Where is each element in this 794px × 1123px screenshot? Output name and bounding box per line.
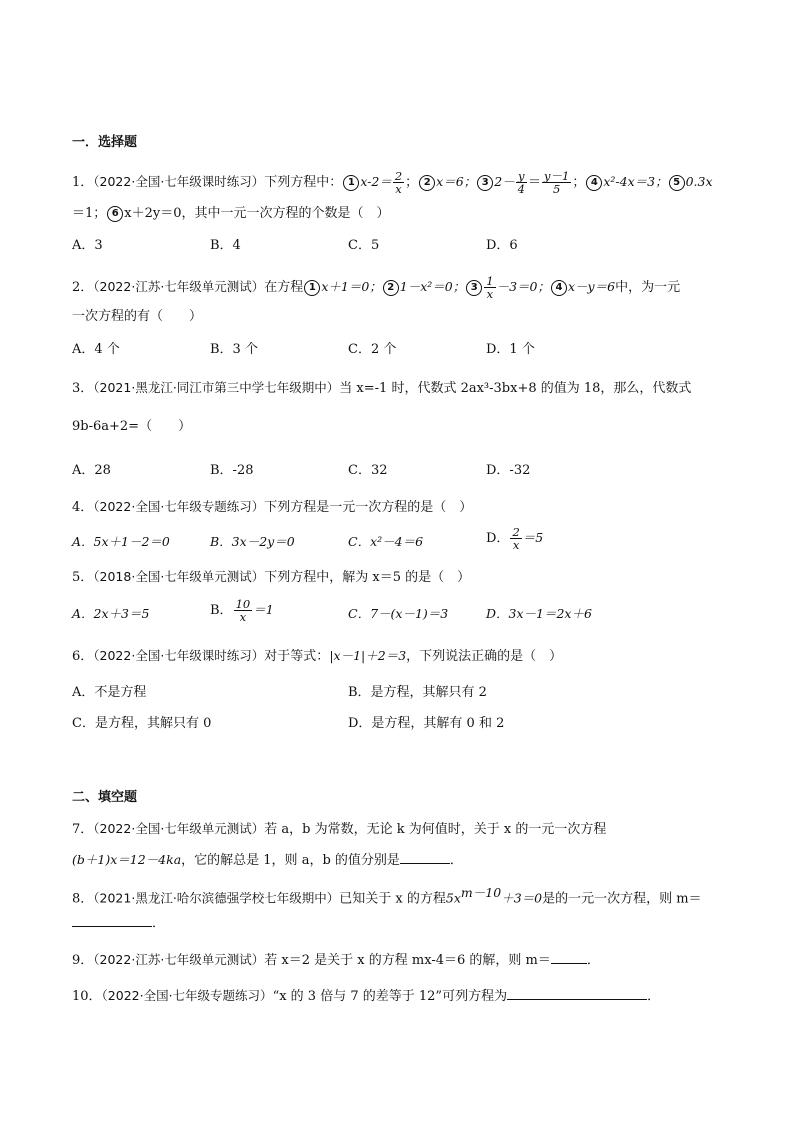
- q3-line-2: 9b-6a+2=（ ）: [72, 419, 192, 434]
- q4-option-d-tail: ＝5: [522, 530, 544, 545]
- q7-stem: 若 a，b 为常数，无论 k 为何值时，关于 x 的一元一次方程: [264, 822, 607, 837]
- q1-eq6-and-prompt: x＋2y＝0，其中一元一次方程的个数是（ ）: [124, 206, 390, 221]
- q2-option-c[interactable]: C．2 个: [348, 342, 397, 357]
- q4-option-d-label: D．: [486, 531, 510, 546]
- q6-option-a[interactable]: A．不是方程: [72, 685, 147, 700]
- q2-option-d[interactable]: D．1 个: [486, 342, 535, 357]
- q4-stem: 下列方程是一元一次方程的是（ ）: [264, 500, 473, 515]
- q5-option-b-fraction: $\frac{10}{x}$: [235, 597, 251, 624]
- question-5-line-1: [72, 568, 470, 587]
- q8-eq-base: 5x: [445, 890, 461, 906]
- q5-option-b-tail: ＝1: [253, 602, 274, 617]
- q1-eq3-fraction-1: $\frac{y}{4}$: [517, 169, 525, 196]
- q2-stem: 在方程: [264, 280, 304, 295]
- q4-option-a[interactable]: A．5x＋1－2＝0: [72, 534, 170, 549]
- q8-answer-blank[interactable]: [72, 914, 152, 927]
- q7-answer-blank[interactable]: [400, 851, 450, 864]
- q8-stem: 已知关于 x 的方程: [339, 891, 446, 907]
- q7-equation: (b＋1)x＝12－4ka: [72, 852, 182, 867]
- q6-number: 6．: [72, 649, 94, 664]
- q6-option-b[interactable]: B．是方程，其解只有 2: [348, 685, 487, 700]
- question-7-line-1: [72, 820, 606, 839]
- q1-eq4: x²-4x＝3；: [603, 174, 668, 189]
- q4-option-b[interactable]: B．3x－2y＝0: [210, 534, 295, 549]
- q7-prompt: ，它的解总是 1，则 a，b 的值分别是: [181, 853, 400, 868]
- q1-stem: 下列方程中：: [264, 175, 343, 190]
- q10-end: ．: [647, 989, 661, 1004]
- q5-option-b-label: B．: [210, 603, 233, 618]
- q3-option-b[interactable]: B．-28: [210, 463, 254, 478]
- q1-eq2: x＝6；: [436, 174, 477, 189]
- q6-option-c[interactable]: C．是方程，其解只有 0: [72, 716, 212, 731]
- q9-stem: 若 x＝2 是关于 x 的方程 mx-4＝6 的解，则 m＝: [264, 953, 551, 968]
- circled-5-icon: 5: [669, 175, 685, 191]
- q7-end: ．: [449, 853, 463, 868]
- question-6-line-1: [72, 647, 562, 666]
- q6-option-d[interactable]: D．是方程，其解有 0 和 2: [348, 716, 505, 731]
- q8-tail: 是的一元一次方程，则 m＝: [542, 891, 702, 907]
- q3-stem: 当 x=-1 时，代数式 2ax³-3bx+8 的值为 18，那么，代数式: [339, 381, 692, 396]
- q7-source: （2022·全国·七年级单元测试）: [93, 821, 265, 836]
- q2-eq1: x＋1＝0；: [321, 279, 382, 294]
- q9-number: 9．: [72, 953, 94, 968]
- circled-3-icon: 3: [466, 280, 482, 296]
- circled-4-icon: 4: [586, 175, 602, 191]
- q8-number: 8．: [72, 891, 94, 907]
- q2-eq2: 1－x²＝0；: [399, 279, 466, 294]
- q2-line-2: 一次方程的有（ ）: [72, 309, 203, 324]
- q2-source: （2022·江苏·七年级单元测试）: [93, 279, 265, 294]
- q4-source: （2022·全国·七年级专题练习）: [93, 499, 265, 514]
- q1-option-d[interactable]: D．6: [486, 238, 518, 253]
- q8-end: ．: [152, 916, 166, 931]
- circled-1-icon: 1: [343, 175, 359, 191]
- question-7-line-2: [72, 851, 463, 870]
- question-8-line-2: [72, 914, 165, 933]
- q1-eq5-tail: ＝1；: [72, 206, 107, 221]
- q5-stem: 下列方程中，解为 x＝5 的是（ ）: [264, 570, 471, 585]
- q3-number: 3．: [72, 381, 94, 396]
- q9-end: ．: [586, 953, 600, 968]
- question-9-line-1: [72, 951, 600, 970]
- q3-option-d[interactable]: D．-32: [486, 463, 531, 478]
- q2-tail: 中，为一元: [615, 280, 681, 295]
- question-3-line-1: [72, 379, 691, 398]
- q3-source: （2021·黑龙江·同江市第三中学七年级期中）: [93, 380, 340, 395]
- q4-number: 4．: [72, 500, 94, 515]
- q3-option-a[interactable]: A．28: [72, 463, 111, 478]
- q2-option-b[interactable]: B．3 个: [210, 342, 258, 357]
- q8-eq-tail: ＋3＝0: [501, 890, 543, 906]
- q9-answer-blank[interactable]: [551, 951, 587, 964]
- q3-option-c[interactable]: C．32: [348, 463, 388, 478]
- q5-number: 5．: [72, 570, 94, 585]
- q2-eq3-tail: －3＝0；: [496, 279, 550, 294]
- q6-source: （2022·全国·七年级课时练习）: [93, 648, 265, 663]
- question-1-line-1: 1．（2022·全国·七年级课时练习）下列方程中： 1 x-2＝ $\frac{2}{x}$ ； 2 x＝6； 3 2－ $\frac{y}{4}$ ＝ $\frac{y-1}{5}$ ； 4 x²-4x＝3； 5 0.3x: [72, 169, 713, 196]
- q1-eq3-fraction-2: $\frac{y-1}{5}$: [543, 169, 570, 196]
- q5-source: （2018·全国·七年级单元测试）: [93, 569, 265, 584]
- q5-option-a[interactable]: A．2x＋3＝5: [72, 606, 150, 621]
- q5-option-c[interactable]: C．7－(x－1)＝3: [348, 606, 449, 621]
- question-10-line-1: [72, 987, 660, 1006]
- question-1-line-2: [72, 205, 390, 223]
- q2-eq3-fraction: $\frac{1}{x}$: [486, 274, 494, 301]
- q10-stem: “x 的 3 倍与 7 的差等于 12”可列方程为: [272, 989, 508, 1004]
- q4-option-d[interactable]: [486, 526, 543, 551]
- section-title-choice: 一．选择题: [72, 135, 138, 150]
- q6-equation: |x－1|＋2＝3: [329, 648, 407, 663]
- circled-1-icon: 1: [304, 280, 320, 296]
- q5-option-d[interactable]: D．3x－1＝2x＋6: [486, 606, 592, 621]
- q10-source: （2022·全国·七年级专题练习）: [101, 988, 273, 1003]
- q1-option-a[interactable]: A．3: [72, 238, 103, 253]
- circled-4-icon: 4: [551, 280, 567, 296]
- q7-number: 7．: [72, 822, 94, 837]
- q8-eq-exponent: m－10: [460, 885, 502, 900]
- q6-stem: 对于等式：: [264, 649, 330, 664]
- circled-6-icon: 6: [107, 206, 123, 222]
- circled-2-icon: 2: [419, 175, 435, 191]
- q1-eq1-fraction: $\frac{2}{x}$: [394, 169, 403, 196]
- q1-option-b[interactable]: B．4: [210, 238, 241, 253]
- q4-option-c[interactable]: C．x²－4＝6: [348, 534, 424, 549]
- q1-eq5: 0.3x: [685, 174, 713, 189]
- q10-number: 10．: [72, 989, 102, 1004]
- question-2-line-1: [72, 275, 680, 300]
- q5-option-b[interactable]: [210, 598, 274, 623]
- q1-number: 1．: [72, 175, 94, 190]
- q8-source: （2021·黑龙江·哈尔滨德强学校七年级期中）: [93, 890, 340, 906]
- question-4-line-1: [72, 498, 472, 517]
- q9-source: （2022·江苏·七年级单元测试）: [93, 952, 265, 967]
- q2-number: 2．: [72, 280, 94, 295]
- question-8-line-1: [72, 884, 702, 908]
- q1-source: （2022·全国·七年级课时练习）: [93, 174, 265, 189]
- section-title-fill: 二、填空题: [72, 790, 138, 805]
- circled-2-icon: 2: [383, 280, 399, 296]
- q10-answer-blank[interactable]: [507, 987, 647, 1000]
- q1-eq3-left: 2－: [494, 174, 515, 189]
- q2-eq4: x－y＝6: [567, 279, 616, 294]
- q4-option-d-fraction: $\frac{2}{x}$: [512, 525, 520, 552]
- q6-tail: ，下列说法正确的是（ ）: [406, 649, 563, 664]
- q2-option-a[interactable]: A．4 个: [72, 342, 120, 357]
- q1-eq1: x-2＝: [360, 174, 392, 189]
- circled-3-icon: 3: [477, 175, 493, 191]
- q1-option-c[interactable]: C．5: [348, 238, 380, 253]
